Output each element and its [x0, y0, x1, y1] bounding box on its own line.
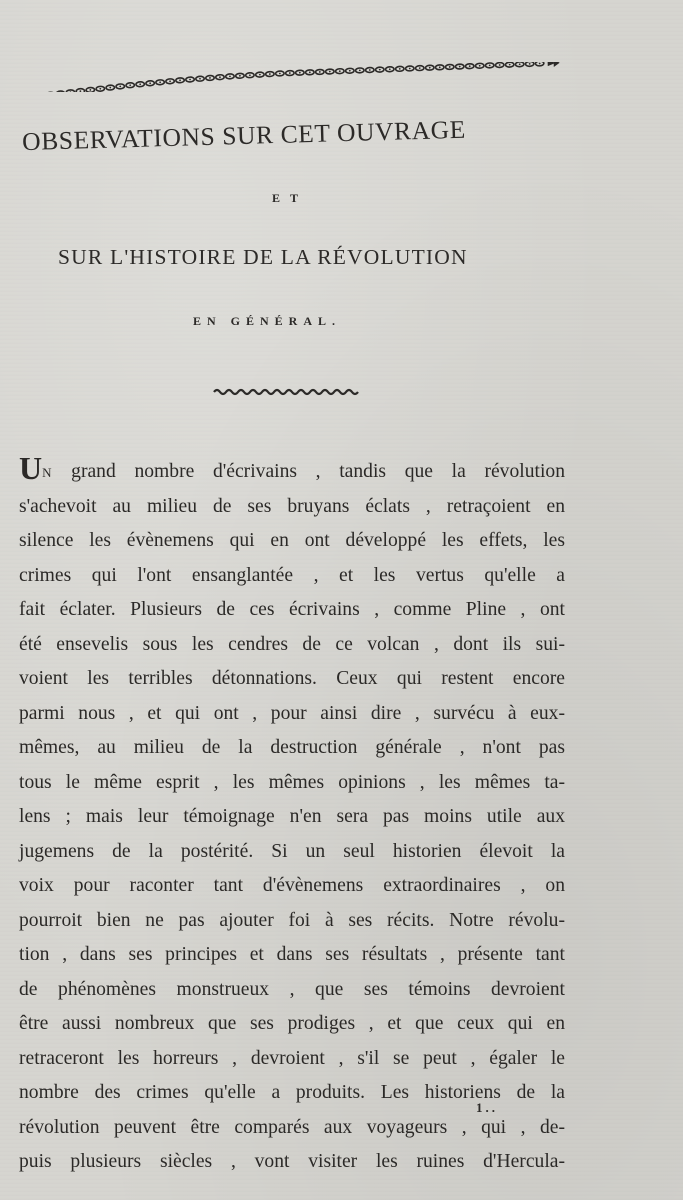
text-line: nombre des crimes qu'elle a produits. Les historiens de la	[19, 1082, 565, 1103]
text-line: voient les terribles détonnations. Ceux qui restent encore	[19, 668, 565, 689]
text-line: jugemens de la postérité. Si un seul historien élevoit la	[19, 840, 565, 862]
text-line: tous le même esprit , les mêmes opinions , les mêmes ta-	[19, 771, 565, 793]
text-line: retraceront les horreurs , devroient , s'il se peut , égaler le	[19, 1047, 565, 1069]
drop-cap: U	[19, 450, 43, 486]
signature-mark: 1..	[476, 1100, 498, 1115]
wave-ornament-icon	[212, 387, 360, 397]
title-line-observations: OBSERVATIONS SUR CET OUVRAGE	[21, 114, 467, 157]
text-line: puis plusieurs siècles , vont visiter les ruines d'Hercula-	[19, 1151, 565, 1172]
text-line: pourroit bien ne pas ajouter foi à ses récits. Notre révolu-	[19, 909, 565, 931]
text-line: voix pour raconter tant d'évènemens extraordinaires , on	[19, 875, 565, 896]
text-line: parmi nous , et qui ont , pour ainsi dire , survécu à eux-	[19, 702, 565, 724]
chain-ornament-icon	[22, 62, 562, 92]
top-ornament-rule	[22, 62, 562, 92]
text-line: révolution peuvent être comparés aux voyageurs , qui , de-	[19, 1116, 565, 1138]
text-line: été ensevelis sous les cendres de ce volcan , dont ils sui-	[19, 633, 565, 655]
text-line: crimes qui l'ont ensanglantée , et les vertus qu'elle a	[19, 564, 565, 586]
drop-cap-rest: N	[42, 465, 53, 480]
text-line: mêmes, au milieu de la destruction générale , n'ont pas	[19, 737, 565, 758]
text-line: lens ; mais leur témoignage n'en sera pas moins utile aux	[19, 806, 565, 827]
text-line: s'achevoit au milieu de ses bruyans éclats , retraçoient en	[19, 495, 565, 517]
body-paragraph	[19, 450, 565, 1180]
text-line: fait éclater. Plusieurs de ces écrivains , comme Pline , ont	[19, 599, 565, 620]
text-line: UN grand nombre d'écrivains , tandis que la révolution	[19, 450, 565, 486]
text-line: tion , dans ses principes et dans ses résultats , présente tant	[19, 944, 565, 965]
title-line-et: ET	[271, 191, 308, 205]
text-line: silence les évènemens qui en ont développé les effets, les	[19, 530, 565, 551]
middle-ornament-rule	[212, 384, 360, 394]
text-line: de phénomènes monstrueux , que ses témoins devroient	[19, 978, 565, 1000]
text-line: être aussi nombreux que ses prodiges , et que ceux qui en	[19, 1013, 565, 1034]
title-line-histoire: SUR L'HISTOIRE DE LA RÉVOLUTION	[58, 245, 468, 269]
title-line-en-general: EN GÉNÉRAL.	[193, 314, 342, 328]
